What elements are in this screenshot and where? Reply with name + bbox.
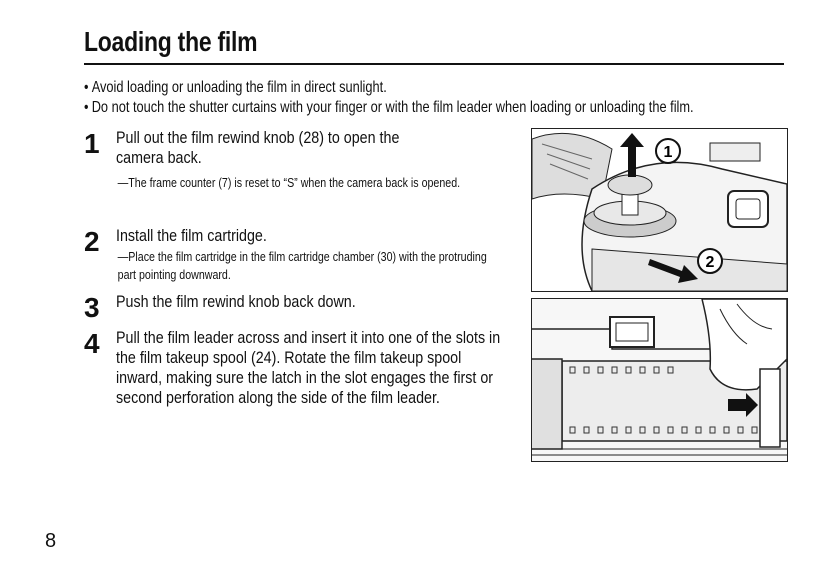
step-text: Push the film rewind knob back down.	[116, 292, 356, 311]
step-number: 4	[84, 328, 100, 359]
step-text: Pull the film leader across and insert it into one of the slots in the film takeup spool (24). Rotate the film takeup spool inward, making sure the latch in the slot engages the first or second perforation along the side of the film leader.	[116, 328, 501, 407]
page-title: Loading the film	[84, 26, 258, 57]
bullet-dot: •	[84, 79, 89, 96]
camera-top-drawing	[532, 129, 787, 291]
film-chamber-drawing	[532, 299, 787, 461]
step-2	[84, 226, 514, 292]
bullet-dot: •	[84, 99, 89, 116]
marker-1-label: 1	[663, 144, 673, 161]
rewind-knob-illustration	[531, 128, 788, 292]
step-number: 3	[84, 292, 100, 323]
marker-2-label: 2	[705, 254, 715, 271]
step-text: Install the film cartridge.	[116, 226, 267, 245]
caution-item	[84, 98, 694, 118]
film-leader-illustration	[531, 298, 788, 462]
step-4	[84, 328, 514, 408]
steps-list	[84, 128, 514, 408]
step-3	[84, 292, 514, 328]
step-note: —Place the film cartridge in the film cartridge chamber (30) with the protruding part pointing downward.	[117, 249, 487, 282]
step-text: Pull out the film rewind knob (28) to open the camera back.	[116, 128, 400, 167]
caution-text: Do not touch the shutter curtains with your finger or with the film leader when loading or unloading the film.	[91, 99, 694, 116]
marker-1	[656, 139, 680, 163]
step-1	[84, 128, 514, 226]
caution-item	[84, 78, 694, 98]
page-number: 8	[45, 530, 57, 552]
step-number: 1	[84, 128, 100, 159]
title-rule	[84, 63, 784, 65]
caution-text: Avoid loading or unloading the film in direct sunlight.	[91, 79, 387, 96]
caution-list	[84, 78, 822, 118]
step-number: 2	[84, 226, 100, 257]
step-note: —The frame counter (7) is reset to “S” when the camera back is opened.	[117, 175, 461, 190]
marker-2	[698, 249, 722, 273]
